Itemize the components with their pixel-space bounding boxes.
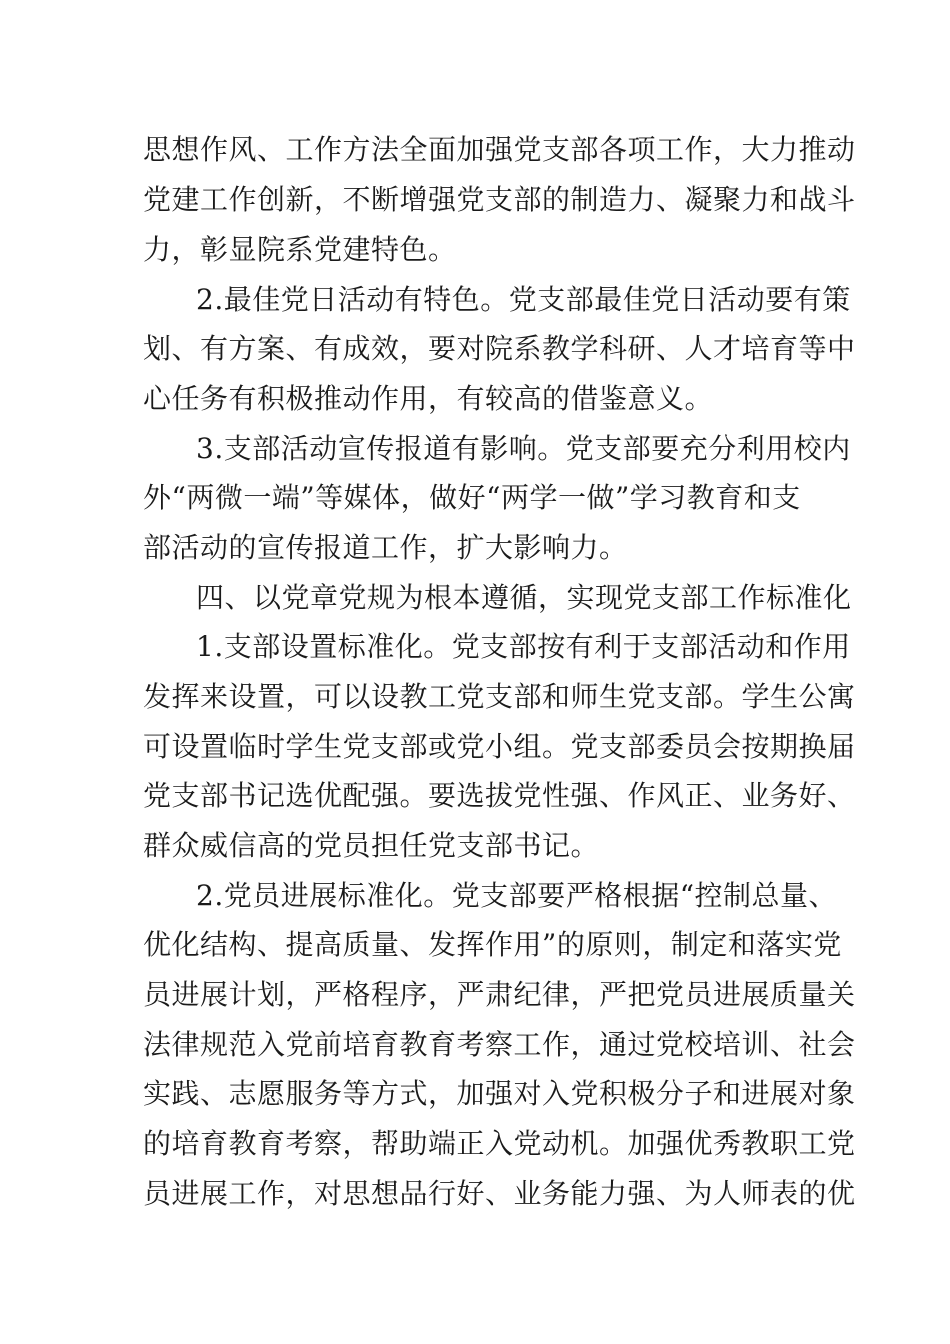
text-line: 力，彰显院系党建特色。 [143,233,457,266]
text-line: 外“两微一端”等媒体，做好“两学一做”学习教育和支 [143,481,801,514]
paragraph-start-line: 1.支部设置标准化。党支部按有利于支部活动和作用 [196,630,851,663]
text-line: 发挥来设置，可以设教工党支部和师生党支部。学生公寓 [143,680,856,713]
text-line: 党支部书记选优配强。要选拔党性强、作风正、业务好、 [143,779,856,812]
paragraph-start-line: 2.最佳党日活动有特色。党支部最佳党日活动要有策 [196,283,851,316]
text-line: 员进展计划，严格程序，严肃纪律，严把党员进展质量关 [143,978,856,1011]
text-line: 心任务有积极推动作用，有较高的借鉴意义。 [143,382,714,415]
paragraph-start-line: 2.党员进展标准化。党支部要严格根据“控制总量、 [196,879,838,912]
text-line: 群众威信高的党员担任党支部书记。 [143,829,600,862]
text-line: 员进展工作，对思想品行好、业务能力强、为人师表的优 [143,1177,856,1210]
text-line: 实践、志愿服务等方式，加强对入党积极分子和进展对象 [143,1077,856,1110]
text-line: 思想作风、工作方法全面加强党支部各项工作，大力推动 [143,133,856,166]
text-line: 划、有方案、有成效，要对院系教学科研、人才培育等中 [143,332,856,365]
text-line: 党建工作创新，不断增强党支部的制造力、凝聚力和战斗 [143,183,856,216]
paragraph-start-line: 3.支部活动宣传报道有影响。党支部要充分利用校内 [196,432,851,465]
text-line: 可设置临时学生党支部或党小组。党支部委员会按期换届 [143,730,856,763]
text-line: 的培育教育考察，帮助端正入党动机。加强优秀教职工党 [143,1127,856,1160]
text-line: 部活动的宣传报道工作，扩大影响力。 [143,531,628,564]
text-line: 优化结构、提高质量、发挥作用”的原则，制定和落实党 [143,928,842,961]
section-heading: 四、以党章党规为根本遵循，实现党支部工作标准化 [196,581,852,614]
text-line: 法律规范入党前培育教育考察工作，通过党校培训、社会 [143,1028,856,1061]
